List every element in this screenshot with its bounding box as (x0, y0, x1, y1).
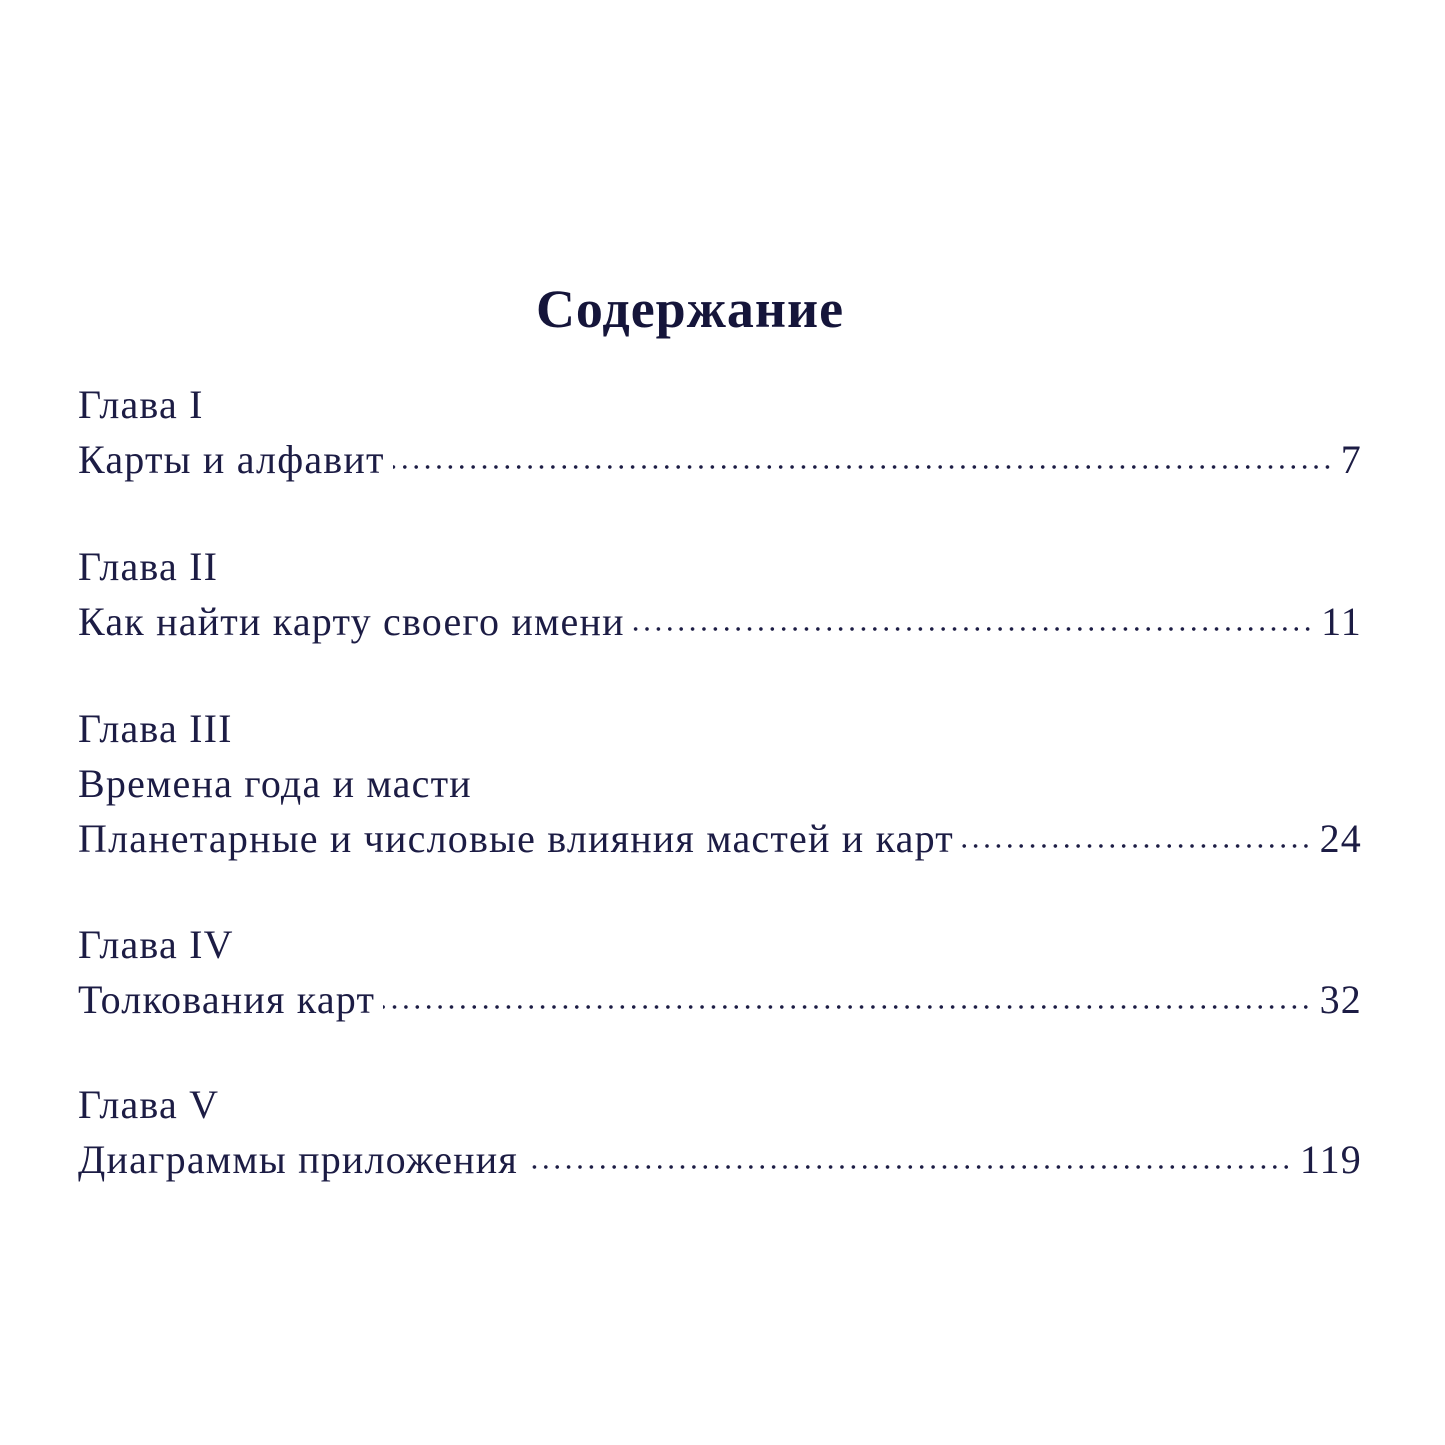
toc-chapter-4 (78, 917, 1362, 1027)
toc-entry[interactable] (78, 1132, 1362, 1187)
chapter-label (78, 539, 1362, 594)
entry-page-number: 24 (1319, 816, 1362, 861)
entry-page-number: 11 (1321, 599, 1362, 644)
entry-title: Планетарные и числовые влияния мастей и карт (78, 816, 954, 861)
entry-title: Диаграммы приложения (78, 1137, 518, 1182)
entry-title: Карты и алфавит (78, 437, 385, 482)
chapter-label-text: Глава V (78, 1082, 220, 1127)
toc-entry[interactable] (78, 432, 1362, 487)
entry-page-number: 119 (1299, 1137, 1362, 1182)
chapter-label (78, 917, 1362, 972)
chapter-label-text: Глава II (78, 544, 219, 589)
entry-page-number: 7 (1340, 437, 1362, 482)
dot-leader (383, 1002, 1311, 1012)
toc-entry[interactable] (78, 972, 1362, 1027)
chapter-label-text: Глава III (78, 706, 233, 751)
toc-chapter-1 (78, 377, 1362, 487)
dot-leader (962, 841, 1312, 851)
toc-chapter-3 (78, 701, 1362, 866)
entry-title: Как найти карту своего имени (78, 599, 625, 644)
chapter-label (78, 701, 1362, 756)
chapter-label (78, 377, 1362, 432)
entry-page-number: 32 (1319, 977, 1362, 1022)
chapter-label-text: Глава I (78, 382, 204, 427)
toc-entry[interactable] (78, 594, 1362, 649)
page-title: Содержание (535, 279, 845, 339)
toc-entry[interactable] (78, 811, 1362, 866)
chapter-subtitle-text: Времена года и масти (78, 761, 472, 806)
toc-chapter-2 (78, 539, 1362, 649)
chapter-label-text: Глава IV (78, 922, 234, 967)
entry-title: Толкования карт (78, 977, 376, 1022)
dot-leader (526, 1162, 1292, 1172)
dot-leader (393, 462, 1333, 472)
dot-leader (633, 624, 1313, 634)
chapter-subtitle (78, 756, 1362, 811)
chapter-label (78, 1077, 1362, 1132)
toc-chapter-5 (78, 1077, 1362, 1187)
